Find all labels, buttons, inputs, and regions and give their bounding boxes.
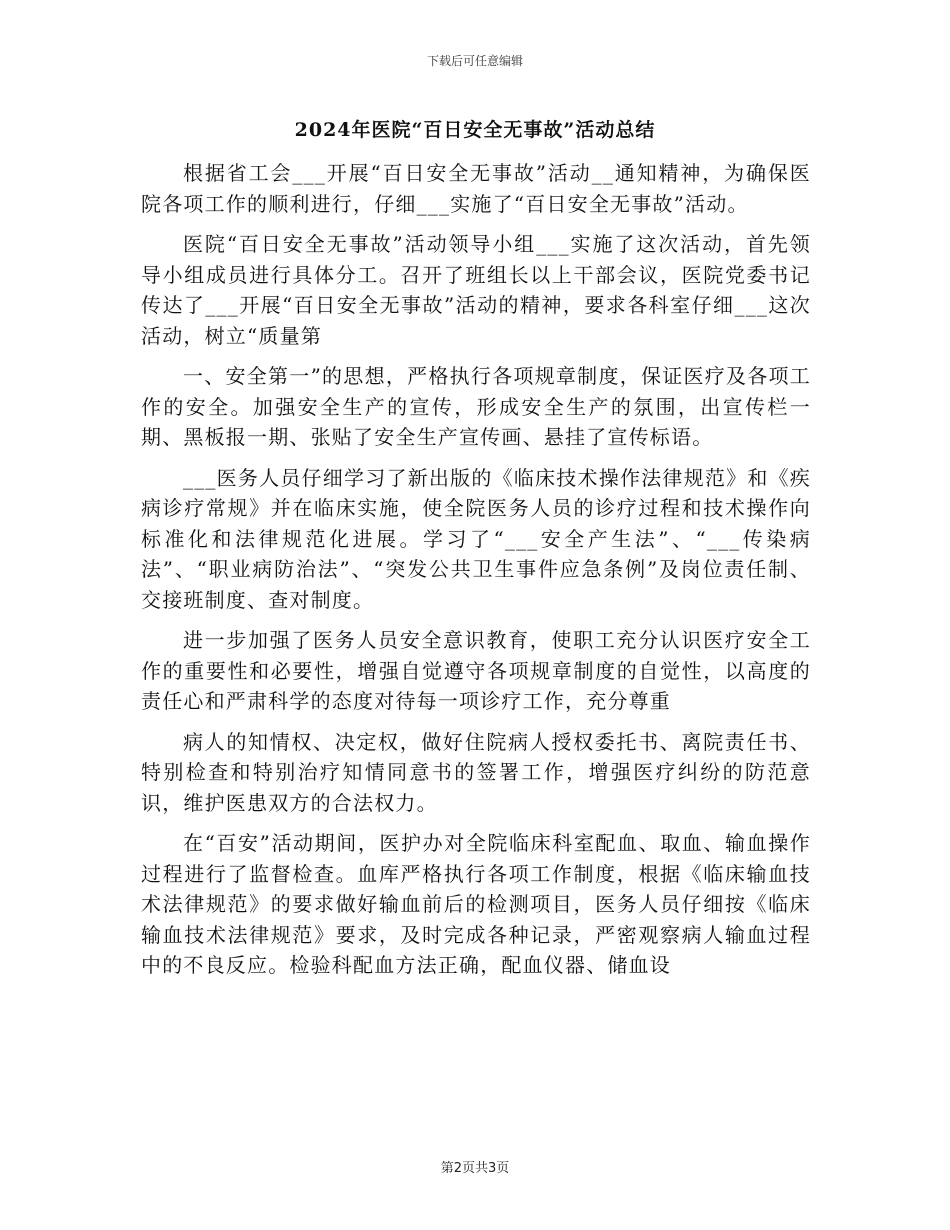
document-body — [141, 158, 811, 991]
document-title: 2024年医院“百日安全无事故”活动总结 — [294, 119, 656, 141]
paragraph: 进一步加强了医务人员安全意识教育，使职工充分认识医疗安全工作的重要性和必要性，增强自觉遵守各项规章制度的自觉性，以高度的责任心和严肃科学的态度对待每一项诊疗工作，充分尊重 — [141, 628, 811, 713]
paragraph: ___医务人员仔细学习了新出版的《临床技术操作法律规范》和《疾病诊疗常规》并在临床实施，使全院医务人员的诊疗过程和技术操作向标准化和法律规范化进展。学习了“___安全产生法”、“___传染病法”、“职业病防治法”、“突发公共卫生事件应急条例”及岗位责任制、交接班制度、查对制度。 — [141, 465, 811, 612]
paragraph: 在“百安”活动期间，医护办对全院临床科室配血、取血、输血操作过程进行了监督检查。血库严格执行各项工作制度，根据《临床输血技术法律规范》的要求做好输血前后的检测项目，医务人员仔细按《临床输血技术法律规范》要求，及时完成各种记录，严密观察病人输血过程中的不良反应。检验科配血方法正确，配血仪器、储血设 — [141, 831, 811, 977]
paragraph: 医院“百日安全无事故”活动领导小组___实施了这次活动，首先领导小组成员进行具体分工。召开了班组长以上干部会议，医院党委书记传达了___开展“百日安全无事故”活动的精神，要求各科室仔细___这次活动，树立“质量第 — [141, 232, 811, 348]
page-number: 第2页共3页 — [440, 1161, 510, 1176]
paragraph: 根据省工会___开展“百日安全无事故”活动__通知精神，为确保医院各项工作的顺利进行，仔细___实施了“百日安全无事故”活动。 — [141, 161, 811, 216]
paragraph: 一、安全第一”的思想，严格执行各项规章制度，保证医疗及各项工作的安全。加强安全生产的宣传，形成安全生产的氛围，出宣传栏一期、黑板报一期、张贴了安全生产宣传画、悬挂了宣传标语。 — [141, 364, 811, 449]
header-note: 下载后可任意编辑 — [426, 54, 523, 68]
paragraph: 病人的知情权、决定权，做好住院病人授权委托书、离院责任书、特别检查和特别治疗知情同意书的签署工作，增强医疗纠纷的防范意识，维护医患双方的合法权力。 — [141, 729, 811, 815]
